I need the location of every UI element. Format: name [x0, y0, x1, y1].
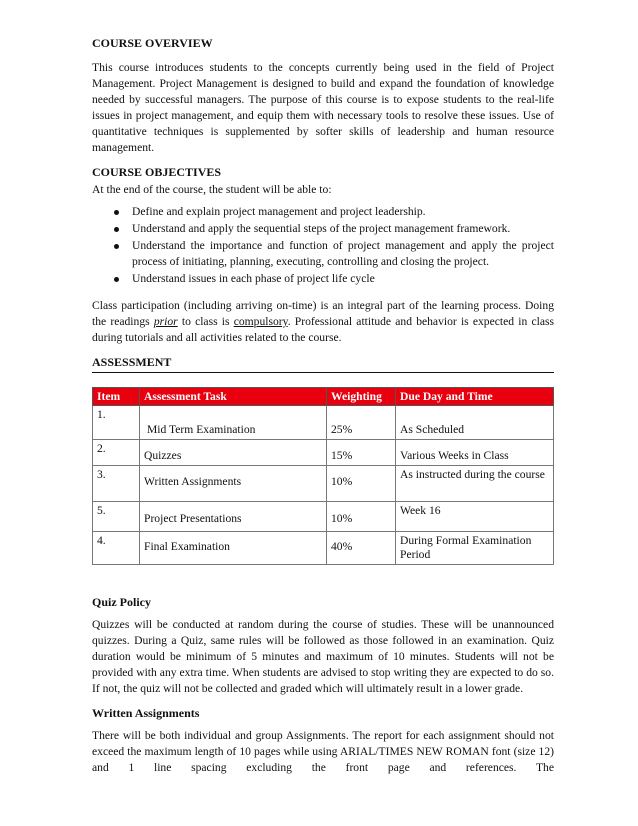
cell-weighting: 10%	[327, 502, 396, 532]
column-header-item: Item	[93, 388, 140, 406]
column-header-due: Due Day and Time	[396, 388, 554, 406]
course-objectives-intro: At the end of the course, the student will be able to:	[92, 183, 332, 196]
cell-due: During Formal Examination Period	[396, 532, 554, 565]
quiz-policy-heading: Quiz Policy	[92, 595, 151, 609]
compulsory-emphasis: compulsory	[233, 315, 288, 328]
cell-due: Week 16	[396, 502, 554, 532]
participation-paragraph	[92, 298, 554, 346]
assessment-heading: ASSESSMENT	[92, 355, 172, 369]
cell-item: 5.	[93, 502, 140, 532]
cell-weighting: 10%	[327, 466, 396, 502]
written-assignments-paragraph: There will be both individual and group Assignments. The report for each assignment should not exceed the maximum length of 10 pages while using ARIAL/TIMES NEW ROMAN font (size 12) and 1 line spacing excluding the front page and references. The	[92, 729, 554, 774]
objectives-list	[92, 204, 554, 287]
column-header-weighting: Weighting	[327, 388, 396, 406]
participation-text-3: . Professional attitude and behavior is expected in class during tutorials and all activities related to the course.	[92, 315, 554, 344]
cell-item: 3.	[93, 466, 140, 502]
participation-text-2: to class is	[177, 315, 234, 328]
table-row	[93, 406, 554, 440]
assessment-heading-rule	[92, 355, 554, 373]
cell-due: As Scheduled	[396, 406, 554, 440]
participation-text-1: Class participation (including arriving on-time) is an integral part of the learning process. Doing the readings	[92, 299, 554, 328]
list-item: Define and explain project management and project leadership.	[92, 204, 554, 220]
document-page	[92, 36, 554, 785]
cell-task: Quizzes	[140, 440, 327, 466]
course-overview-paragraph: This course introduces students to the concepts currently being used in the field of Project Management. Project Management is designed to build and expand the foundation of knowledge needed by successful managers. The purpose of this course is to expose students to the real-life issues in project management, and equip them with necessary tools to resolve these issues. Use of quantitative techniques is supplemented by softer skills of leadership and human resource management.	[92, 61, 554, 154]
cell-task: Mid Term Examination	[140, 406, 327, 440]
cell-item: 1.	[93, 406, 140, 440]
cell-weighting: 15%	[327, 440, 396, 466]
course-overview-heading: COURSE OVERVIEW	[92, 36, 213, 50]
cell-weighting: 40%	[327, 532, 396, 565]
list-item: Understand the importance and function of project management and apply the project process of initiating, planning, executing, controlling and closing the project.	[92, 238, 554, 270]
cell-item: 4.	[93, 532, 140, 565]
cell-task: Written Assignments	[140, 466, 327, 502]
written-assignments-heading: Written Assignments	[92, 706, 200, 720]
table-row	[93, 502, 554, 532]
table-header-row	[93, 388, 554, 406]
prior-emphasis: prior	[153, 315, 178, 328]
cell-weighting: 25%	[327, 406, 396, 440]
table-row	[93, 532, 554, 565]
cell-task: Project Presentations	[140, 502, 327, 532]
cell-task: Final Examination	[140, 532, 327, 565]
table-row	[93, 440, 554, 466]
column-header-task: Assessment Task	[140, 388, 327, 406]
assessment-table	[92, 387, 554, 565]
table-row	[93, 466, 554, 502]
cell-due: As instructed during the course	[396, 466, 554, 502]
course-objectives-heading: COURSE OBJECTIVES	[92, 165, 222, 179]
quiz-policy-paragraph: Quizzes will be conducted at random during the course of studies. These will be unannounced quizzes. During a Quiz, same rules will be followed as those followed in an examination. Quiz duration would be minimum of 5 minutes and maximum of 10 minutes. Students will not be provided with any extra time. When students are advised to stop writing they are expected to do so. If not, the quiz will not be collected and graded which will ultimately result in a lower grade.	[92, 618, 554, 695]
cell-due: Various Weeks in Class	[396, 440, 554, 466]
list-item: Understand and apply the sequential steps of the project management framework.	[92, 221, 554, 237]
cell-item: 2.	[93, 440, 140, 466]
list-item: Understand issues in each phase of project life cycle	[92, 271, 554, 287]
